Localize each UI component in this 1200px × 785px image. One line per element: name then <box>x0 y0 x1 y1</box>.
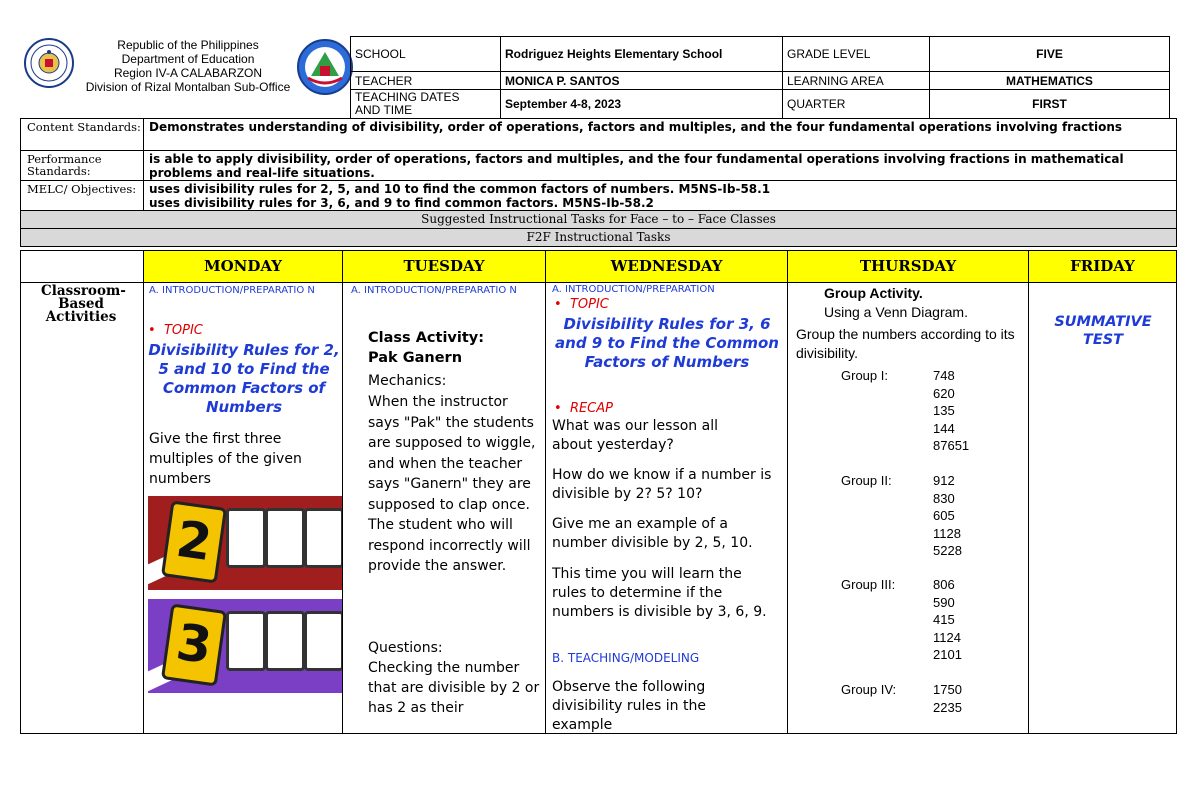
wednesday-topic-title: Divisibility Rules for 3, 6 and 9 to Find the Common Factors of Numbers <box>555 315 779 371</box>
group-1-label: Group I: <box>841 368 888 383</box>
melc-objectives <box>143 180 1177 211</box>
teacher-label-cell <box>350 71 501 90</box>
group-number: 144 <box>933 420 955 436</box>
tuesday-section: A. INTRODUCTION/PREPARATIO N <box>351 285 517 296</box>
corner-blank-cell <box>20 250 144 283</box>
wednesday-section: A. INTRODUCTION/PREPARATION <box>552 284 715 295</box>
multiples-card-2 <box>148 496 342 590</box>
org-header <box>72 38 304 94</box>
tuesday-cell <box>342 282 546 734</box>
monday-label: MONDAY <box>204 257 282 275</box>
group-3 <box>841 576 895 594</box>
org-line-4: Division of Rizal Montalban Sub-Office <box>85 80 291 94</box>
group-number: 748 <box>933 368 955 383</box>
wednesday-label: WEDNESDAY <box>610 257 723 275</box>
monday-section: A. INTRODUCTION/PREPARATIO N <box>149 285 315 296</box>
group-number: 912 <box>933 473 955 488</box>
tuesday-activity-title: Class Activity: <box>368 330 485 346</box>
area-value-cell <box>929 71 1170 90</box>
tuesday-questions-text: Checking the number that are divisible by 2 or has 2 as their <box>368 660 540 716</box>
wednesday-q3: Give me an example of a number divisible by 2, 5, 10. <box>552 516 753 551</box>
content-standards-value <box>143 118 1177 151</box>
thursday-subtitle: Using a Venn Diagram. <box>824 304 968 320</box>
wednesday-recap-label: RECAP <box>569 401 613 416</box>
tuesday-label: TUESDAY <box>403 257 485 275</box>
performance-standards-label <box>20 150 144 181</box>
multiples-card-3 <box>148 599 342 693</box>
group-number: 806 <box>933 577 955 592</box>
group-3-numbers <box>933 576 962 664</box>
card-2-blank-1 <box>226 508 266 568</box>
area-label-cell <box>782 71 930 90</box>
dates-value: September 4-8, 2023 <box>505 97 622 111</box>
group-number: 1128 <box>933 525 961 541</box>
dates-label-cell <box>350 89 501 119</box>
teacher-value: MONICA P. SANTOS <box>505 73 620 88</box>
bullet-dot-icon: • <box>554 401 570 416</box>
grade-value: FIVE <box>1036 47 1063 61</box>
card-2-number-box <box>161 500 227 583</box>
school-label: SCHOOL <box>355 47 406 61</box>
teacher-value-cell <box>500 71 783 90</box>
school-label-cell <box>350 36 501 72</box>
wednesday-q2: How do we know if a number is divisible by 2? 5? 10? <box>552 467 772 502</box>
group-4 <box>841 681 896 699</box>
group-1 <box>841 367 888 385</box>
deped-seal <box>24 38 74 88</box>
performance-standards-value <box>143 150 1177 181</box>
card-2-number: 2 <box>172 509 216 573</box>
card-3-blank-2 <box>265 611 305 671</box>
banner-f2f-tasks <box>20 228 1177 247</box>
quarter-label: QUARTER <box>787 97 846 111</box>
wednesday-q1: What was our lesson all about yesterday? <box>552 418 718 453</box>
grade-value-cell <box>929 36 1170 72</box>
day-header-friday <box>1028 250 1177 283</box>
card-2-blank-2 <box>265 508 305 568</box>
friday-summative-test: SUMMATIVE TEST <box>1054 314 1152 348</box>
dates-label: TEACHING DATES AND TIME <box>355 90 460 117</box>
dates-value-cell <box>500 89 783 119</box>
day-header-tuesday <box>342 250 546 283</box>
banner-f2f-text: F2F Instructional Tasks <box>526 230 671 244</box>
monday-topic-bullet <box>148 323 203 338</box>
content-standards-label <box>20 118 144 151</box>
area-label: LEARNING AREA <box>787 73 884 88</box>
melc-label-text: MELC/ Objectives: <box>27 182 137 196</box>
group-number: 5228 <box>933 543 962 558</box>
quarter-value-cell <box>929 89 1170 119</box>
teacher-label: TEACHER <box>355 73 413 88</box>
wednesday-section-b: B. TEACHING/MODELING <box>552 651 700 665</box>
group-number: 1750 <box>933 682 962 697</box>
group-2 <box>841 472 892 490</box>
bullet-dot-icon: • <box>148 323 164 338</box>
content-label-text: Content Standards: <box>27 120 141 134</box>
school-value-cell <box>500 36 783 72</box>
group-number: 87651 <box>933 438 970 453</box>
group-number: 1124 <box>933 629 961 645</box>
day-header-wednesday <box>545 250 788 283</box>
melc-label <box>20 180 144 211</box>
monday-topic-label: TOPIC <box>163 323 203 338</box>
org-line-2: Department of Education <box>121 52 255 66</box>
group-number: 135 <box>933 403 955 418</box>
group-number: 415 <box>933 612 955 627</box>
day-header-thursday <box>787 250 1029 283</box>
thursday-label: THURSDAY <box>859 257 957 275</box>
content-value-text: Demonstrates understanding of divisibility, order of operations, factors and multiples, and the four fundamental operations involving fractions <box>149 120 1123 134</box>
activity-row-label: Classroom-Based Activities <box>41 283 126 325</box>
group-2-label: Group II: <box>841 473 892 488</box>
thursday-title: Group Activity. <box>824 285 923 301</box>
tuesday-mechanics-text: When the instructor says "Pak" the students are supposed to wiggle, and when the teacher says "Ganern" they are supposed to clap once. The student who will respond incorrectly will provide the answer. <box>368 394 536 574</box>
wednesday-topic-bullet <box>554 297 609 312</box>
activity-row-label-cell <box>20 282 144 734</box>
school-value: Rodriguez Heights Elementary School <box>505 47 723 61</box>
card-2-blank-3 <box>304 508 342 568</box>
card-3-number: 3 <box>172 612 216 676</box>
melc-objective-2: uses divisibility rules for 3, 6, and 9 to find common factors. M5NS-Ib-58.2 <box>149 196 654 210</box>
group-1-numbers <box>933 367 969 455</box>
monday-instruction: Give the first three multiples of the given numbers <box>149 431 302 487</box>
grade-label: GRADE LEVEL <box>787 47 871 61</box>
melc-objective-1: uses divisibility rules for 2, 5, and 10 to find the common factors of numbers. M5NS-Ib-58.1 <box>149 182 771 196</box>
banner-suggested-text: Suggested Instructional Tasks for Face – to – Face Classes <box>421 212 776 226</box>
tuesday-questions-label: Questions: <box>368 640 443 656</box>
org-line-3: Region IV-A CALABARZON <box>113 66 263 80</box>
monday-cell <box>143 282 343 734</box>
performance-value-text: is able to apply divisibility, order of operations, factors and multiples, and the four fundamental operations involving fractions in mathematical problems and real-life situations. <box>149 152 1124 180</box>
thursday-cell <box>787 282 1029 734</box>
group-3-label: Group III: <box>841 577 896 592</box>
friday-cell <box>1028 282 1177 734</box>
group-number: 2101 <box>933 647 962 662</box>
group-number: 830 <box>933 490 955 506</box>
group-4-label: Group IV: <box>841 682 897 697</box>
group-2-numbers <box>933 472 962 560</box>
group-4-numbers <box>933 681 962 716</box>
area-value: MATHEMATICS <box>1006 73 1093 88</box>
wednesday-recap-bullet <box>554 401 613 416</box>
friday-label: FRIDAY <box>1070 257 1135 275</box>
bullet-dot-icon: • <box>554 297 570 312</box>
wednesday-observe: Observe the following divisibility rules in the example <box>552 679 706 733</box>
monday-topic-title: Divisibility Rules for 2, 5 and 10 to Find the Common Factors of Numbers <box>148 341 340 416</box>
group-number: 620 <box>933 385 955 401</box>
group-number: 590 <box>933 594 955 610</box>
org-line-1: Republic of the Philippines <box>117 38 259 52</box>
card-3-blank-1 <box>226 611 266 671</box>
wednesday-cell <box>545 282 788 734</box>
quarter-value: FIRST <box>1032 97 1067 111</box>
grade-label-cell <box>782 36 930 72</box>
card-3-blank-3 <box>304 611 342 671</box>
wednesday-q4: This time you will learn the rules to determine if the numbers is divisible by 3, 6, 9. <box>552 566 767 620</box>
wednesday-topic-label: TOPIC <box>569 297 609 312</box>
tuesday-mechanics-label: Mechanics: <box>368 373 447 389</box>
day-header-monday <box>143 250 343 283</box>
card-3-number-box <box>161 603 227 686</box>
school-logo <box>296 38 354 96</box>
group-number: 2235 <box>933 699 962 715</box>
thursday-instruction: Group the numbers according to its divisibility. <box>796 326 1015 361</box>
quarter-label-cell <box>782 89 930 119</box>
group-number: 605 <box>933 508 955 523</box>
tuesday-activity-name: Pak Ganern <box>368 350 463 366</box>
banner-suggested-tasks <box>20 210 1177 229</box>
performance-label-text: Performance Standards: <box>27 152 102 178</box>
